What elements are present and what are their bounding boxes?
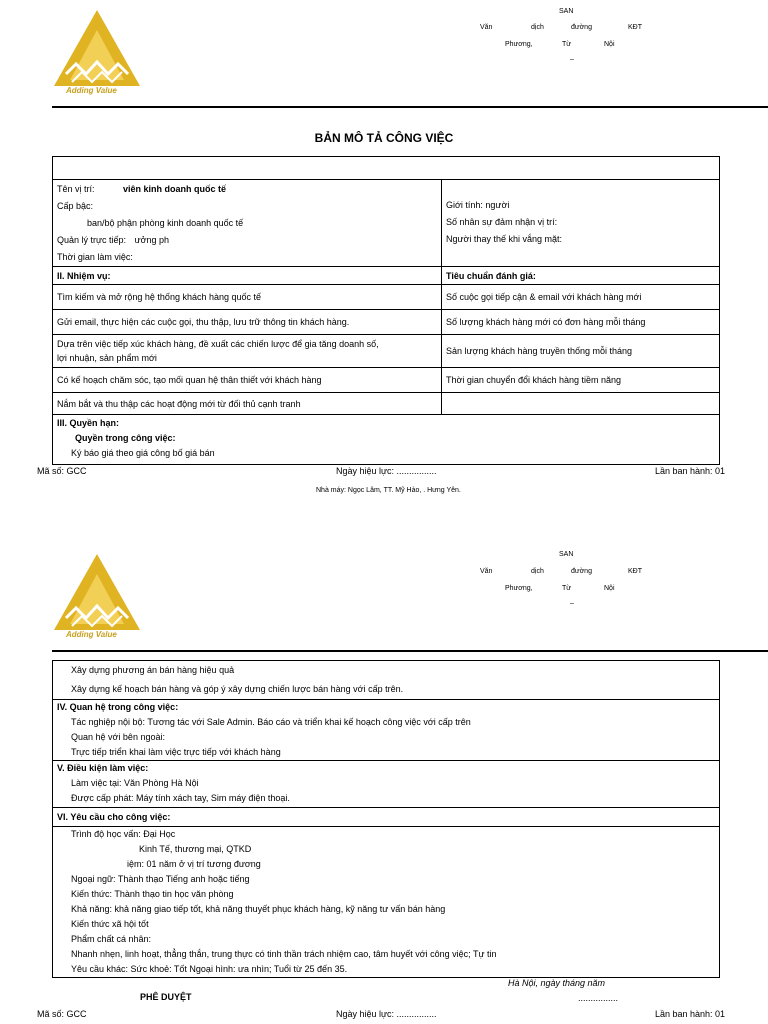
criteria-row: Số cuộc gọi tiếp cận & email với khách hàng mới xyxy=(442,285,720,310)
sign-place-date: Hà Nội, ngày tháng năm xyxy=(508,978,606,988)
criteria-row: Số lượng khách hàng mới có đơn hàng mỗi tháng xyxy=(442,310,720,335)
position-info: Tên vị trí: viên kinh doanh quốc tế Cấp bậc: ban/bộ phận phòng kinh doanh quốc tế Quản lý trực tiếp: ưởng ph Thời gian làm việc: xyxy=(53,180,442,267)
relations-section: IV. Quan hệ trong công việc: Tác nghiệp nội bộ: Tương tác với Sale Admin. Báo cáo và triển khai kế hoạch công việc với cấp trên Quan hệ với bên ngoài: Trực tiếp triển khai làm việc trực tiếp với khách hàng xyxy=(53,700,720,761)
duty-row: Gửi email, thực hiện các cuộc gọi, thu thập, lưu trữ thông tin khách hàng. xyxy=(53,310,442,335)
table-header-row xyxy=(53,157,720,180)
staffing-info: Giới tính: người Số nhân sự đảm nhận vị trí: Người thay thế khi vắng mặt: xyxy=(442,180,720,267)
company-logo xyxy=(52,552,142,664)
effective-date: Ngày hiệu lực: ................ xyxy=(336,1009,437,1019)
duties-heading: II. Nhiệm vụ: xyxy=(53,267,442,285)
logo-tagline: Adding Value xyxy=(66,86,117,95)
approval-label: PHÊ DUYỆT xyxy=(140,992,192,1002)
requirements-heading: VI. Yêu cầu cho công việc: xyxy=(53,808,720,827)
criteria-row: Thời gian chuyển đổi khách hàng tiềm năng xyxy=(442,368,720,393)
sign-dots: ................ xyxy=(578,993,619,1003)
job-description-table xyxy=(52,156,720,465)
duties-continued: Xây dựng phương án bán hàng hiệu quả Xây dựng kế hoạch bán hàng và góp ý xây dựng chiến lược bán hàng với cấp trên. xyxy=(53,661,720,700)
company-logo xyxy=(52,8,142,120)
doc-code: Mã số: GCC xyxy=(37,1009,87,1019)
criteria-heading: Tiêu chuẩn đánh giá: xyxy=(442,267,720,285)
edition-number: Lần ban hành: 01 xyxy=(655,1009,726,1019)
duty-row: Tìm kiếm và mở rộng hệ thống khách hàng quốc tế xyxy=(53,285,442,310)
factory-address: Nhà máy: Ngọc Lâm, TT. Mỹ Hào, . Hưng Yên. xyxy=(316,487,461,494)
doc-code: Mã số: GCC xyxy=(37,466,87,476)
conditions-section: V. Điều kiện làm việc: Làm việc tại: Văn Phòng Hà Nội Được cấp phát: Máy tính xách tay, Sim máy điện thoại. xyxy=(53,761,720,808)
duty-row: Nắm bắt và thu thập các hoạt động mới từ đối thủ cạnh tranh xyxy=(53,393,442,415)
page-title: BẢN MÔ TẢ CÔNG VIỆC xyxy=(314,131,454,145)
header-divider xyxy=(52,106,768,108)
criteria-row xyxy=(442,393,720,415)
requirements-list: Trình độ học vấn: Đại Học Kinh Tế, thương mại, QTKD iệm: 01 năm ở vị trí tương đương Ngoại ngữ: Thành thạo Tiếng anh hoặc tiếng Kiến thức: Thành thạo tin học văn phòng Khả năng: khả năng giao tiếp tốt, khả năng thuyết phục khách hàng, kỹ năng tư vấn bán hàng Kiến thức xã hội tốt Phẩm chất cá nhân: Nhanh nhẹn, linh hoạt, thẳng thắn, trung thực có tinh thần trách nhiệm cao, tâm huyết với công việc; Tự tin Yêu cầu khác: Sức khoẻ: Tốt Ngoại hình: ưa nhìn; Tuổi từ 25 đến 35. xyxy=(53,827,720,978)
header-divider xyxy=(52,650,768,652)
duty-row: Dựa trên việc tiếp xúc khách hàng, đề xuất các chiến lược để gia tăng doanh số, lợi nhuận, sản phẩm mới xyxy=(53,335,442,368)
job-requirements-table xyxy=(52,660,720,978)
effective-date: Ngày hiệu lực: ................ xyxy=(336,466,437,476)
logo-tagline: Adding Value xyxy=(66,630,117,639)
duty-row: Có kế hoạch chăm sóc, tạo mối quan hệ thân thiết với khách hàng xyxy=(53,368,442,393)
criteria-row: Sản lượng khách hàng truyền thống mỗi tháng xyxy=(442,335,720,368)
authority-section: III. Quyền hạn: Quyền trong công việc: Ký báo giá theo giá công bố giá bán xyxy=(53,415,720,465)
edition-number: Lần ban hành: 01 xyxy=(655,466,726,476)
